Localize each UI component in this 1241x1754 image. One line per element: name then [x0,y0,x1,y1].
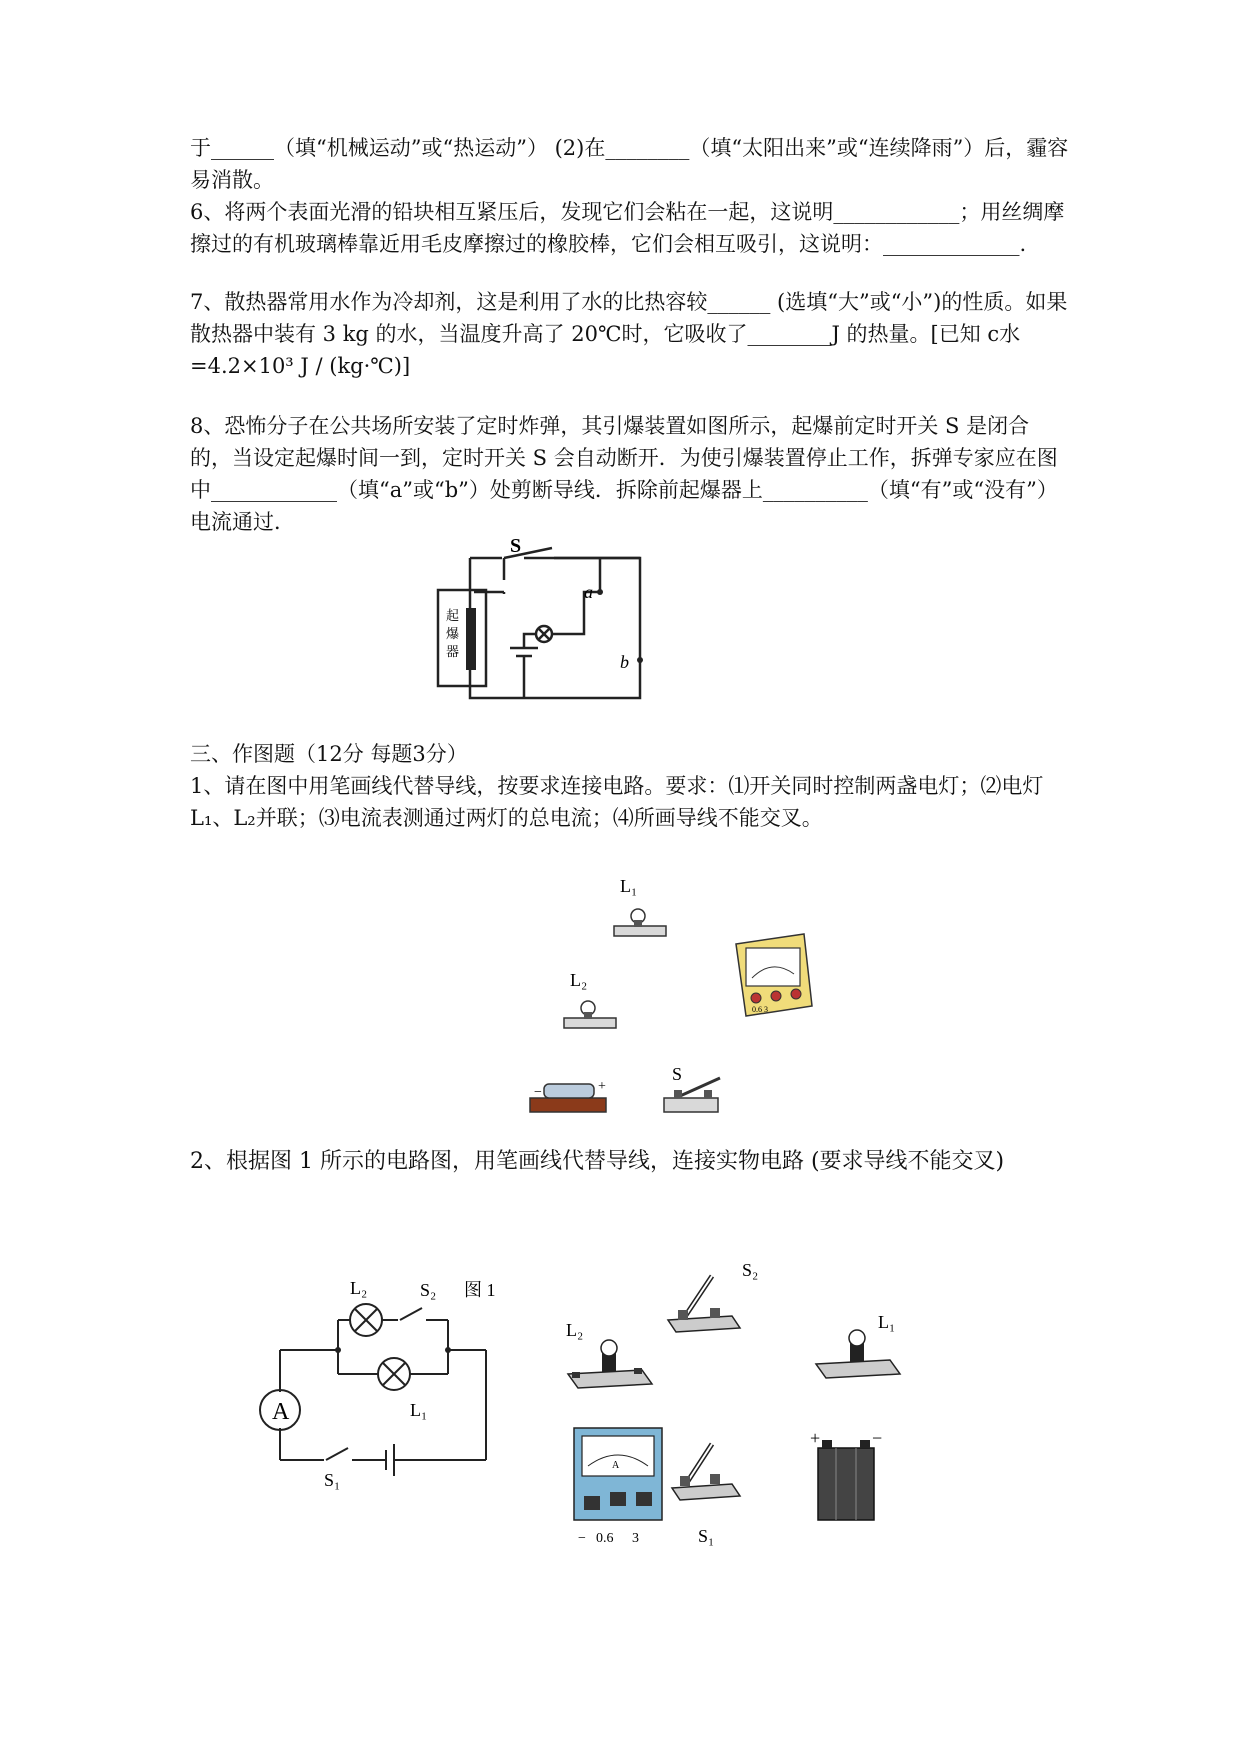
figure-1-caption: 图 1 [464,1280,496,1300]
detonator-label-2: 爆 [446,626,460,641]
switch-s-label-1: S [672,1064,683,1084]
battery-minus-label: − [872,1428,883,1448]
physical-lamp-l1 [816,1312,900,1378]
physical-switch-s1 [672,1444,740,1546]
physical-ammeter-label: A [612,1460,620,1471]
ammeter [736,934,812,1016]
scale-minus: − [578,1531,586,1546]
physical-l2-label: L₂ [566,1320,584,1340]
question-5-continued: 于______（填“机械运动”或“热运动”） (2)在________（填“太阳出来”或“连续降雨”）后，霾容易消散。 [190,136,1069,192]
physical-lamp-l2 [566,1320,652,1388]
ammeter-symbol-label: A [272,1399,290,1425]
l1-label: L₁ [620,876,638,896]
question-7: 7、散热器常用水作为冷却剂，这是利用了水的比热容较______ (选填“大”或“小”)的性质。如果散热器中装有 3 kg 的水，当温度升高了 20℃时，它吸收了________J 的热量。[已知 c水=4.2×10³ J / (kg·℃)] [190,290,1068,378]
switch-s [664,1064,720,1112]
components-figure-1 [520,870,820,1120]
detonator-circuit-figure [432,532,652,712]
battery-plus: + [598,1079,606,1094]
point-a-label: a [584,582,593,602]
detonator-label-1: 起 [446,608,460,623]
question-3-1: 1、请在图中用笔画线代替导线，按要求连接电路。要求：⑴开关同时控制两盏电灯；⑵电灯L₁、L₂并联；⑶电流表测通过两灯的总电流；⑷所画导线不能交叉。 [190,774,1044,830]
diagram-l2-label: L₂ [350,1278,368,1298]
components-figure-2 [560,1252,940,1552]
battery [530,1079,606,1112]
physical-switch-s2 [668,1260,758,1332]
lamp-l2 [564,970,616,1028]
question-8: 8、恐怖分子在公共场所安装了定时炸弹，其引爆装置如图所示，起爆前定时开关 S 是闭合的，当设定起爆时间一到，定时开关 S 会自动断开．为使引爆装置停止工作，拆弹专家应在图中____________（填“a”或“b”）处剪断导线．拆除前起爆器上__________（填“有”或“没有”）电流通过． [190,414,1058,534]
circuit-diagram-figure-1 [250,1264,510,1494]
detonator-label-3: 器 [446,644,460,659]
physical-s2-label: S₂ [742,1260,759,1280]
scale-0-6: 0.6 [596,1531,614,1546]
point-b-label: b [620,652,629,672]
diagram-l1-label: L₁ [410,1400,428,1420]
switch-s-label: S [510,535,522,557]
physical-s1-label: S₁ [698,1526,715,1546]
diagram-s1-label: S₁ [324,1470,341,1490]
battery-minus: − [534,1085,542,1100]
diagram-s2-label: S₂ [420,1280,437,1300]
section-3-heading: 三、作图题（12分 每题3分） [190,742,468,766]
physical-ammeter [574,1428,662,1546]
scale-3: 3 [632,1531,639,1546]
physical-battery [810,1428,882,1520]
question-3-2: 2、根据图 1 所示的电路图，用笔画线代替导线，连接实物电路 (要求导线不能交叉) [190,1149,1005,1174]
ammeter-scale: 0.6 3 [752,1005,768,1014]
physical-l1-label: L₁ [878,1312,896,1332]
l2-label: L₂ [570,970,588,990]
question-6: 6、将两个表面光滑的铅块相互紧压后，发现它们会粘在一起，这说明____________；用丝绸摩擦过的有机玻璃棒靠近用毛皮摩擦过的橡胶棒，它们会相互吸引，这说明：_____________. [190,200,1065,256]
lamp-l1 [614,876,666,936]
battery-plus-label: + [810,1428,821,1448]
